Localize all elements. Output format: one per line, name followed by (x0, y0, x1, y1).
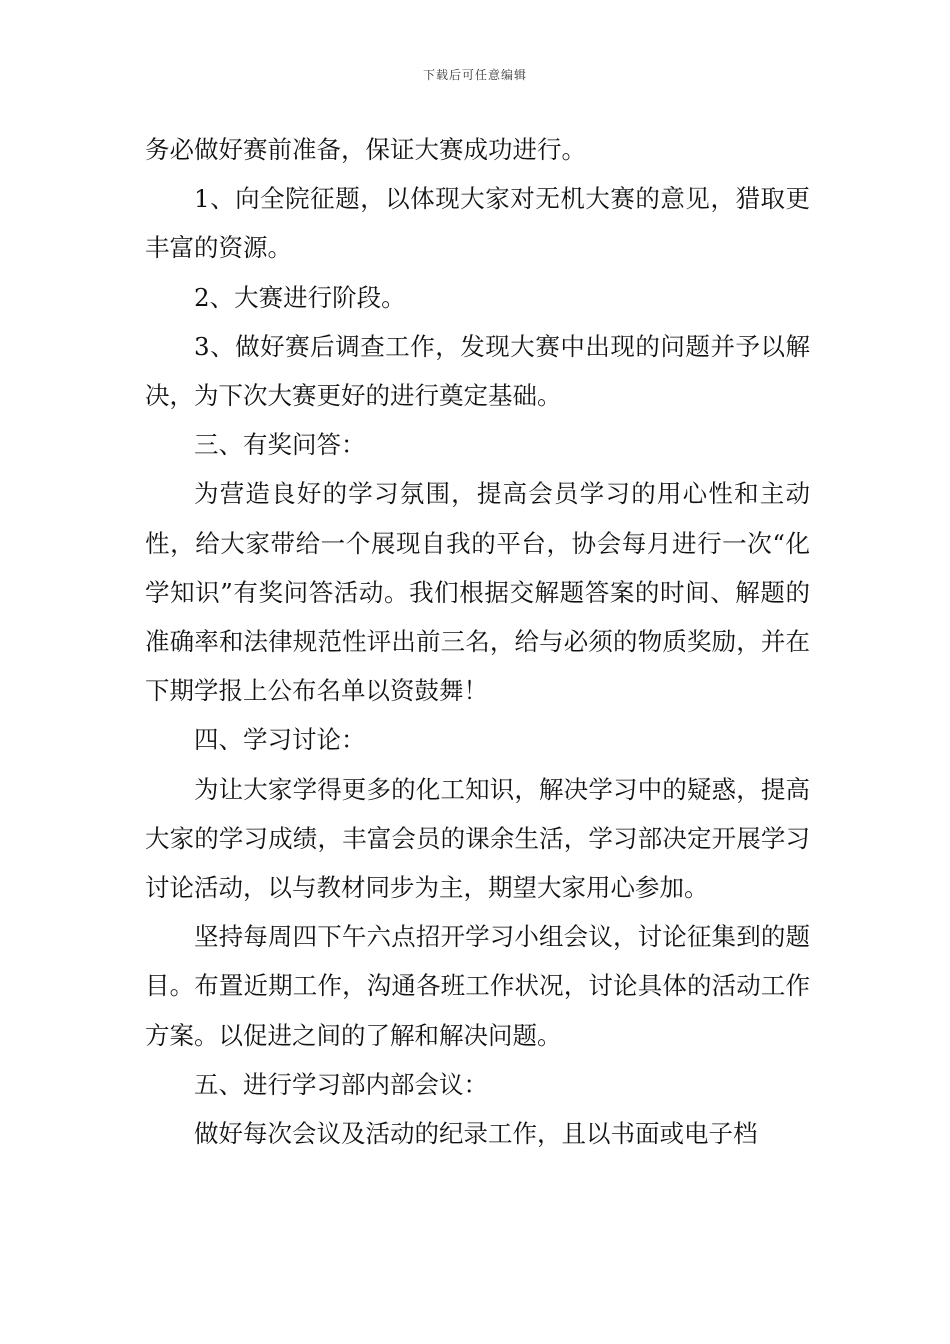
document-body (145, 125, 810, 1158)
paragraph-item-3: 3、做好赛后调查工作，发现大赛中出现的问题并予以解决，为下次大赛更好的进行奠定基础。 (145, 331, 810, 411)
section-heading-5: 五、进行学习部内部会议： (194, 1069, 488, 1099)
section-heading-3: 三、有奖问答： (194, 430, 366, 460)
header-note: 下载后可任意编辑 (422, 68, 527, 82)
paragraph-records: 做好每次会议及活动的纪录工作，且以书面或电子档 (194, 1119, 758, 1149)
section-heading-4: 四、学习讨论： (194, 725, 366, 755)
paragraph-item-1: 1、向全院征题，以体现大家对无机大赛的意见，猎取更丰富的资源。 (145, 184, 810, 263)
paragraph-quiz: 为营造良好的学习氛围，提高会员学习的用心性和主动性，给大家带给一个展现自我的平台，协会每月进行一次“化学知识”有奖问答活动。我们根据交解题答案的时间、解题的准确率和法律规范性评出前三名，给与必须的物质奖励，并在下期学报上公布名单以资鼓舞！ (145, 479, 810, 706)
paragraph-item-2: 2、大赛进行阶段。 (194, 282, 406, 312)
paragraph-continuation: 务必做好赛前准备，保证大赛成功进行。 (145, 135, 586, 164)
paragraph-weekly-meeting: 坚持每周四下午六点招开学习小组会议，讨论征集到的题目。布置近期工作，沟通各班工作状况，讨论具体的活动工作方案。以促进之间的了解和解决问题。 (145, 922, 810, 1050)
paragraph-discussion: 为让大家学得更多的化工知识，解决学习中的疑惑，提高大家的学习成绩，丰富会员的课余生活，学习部决定开展学习讨论活动，以与教材同步为主，期望大家用心参加。 (145, 774, 810, 903)
